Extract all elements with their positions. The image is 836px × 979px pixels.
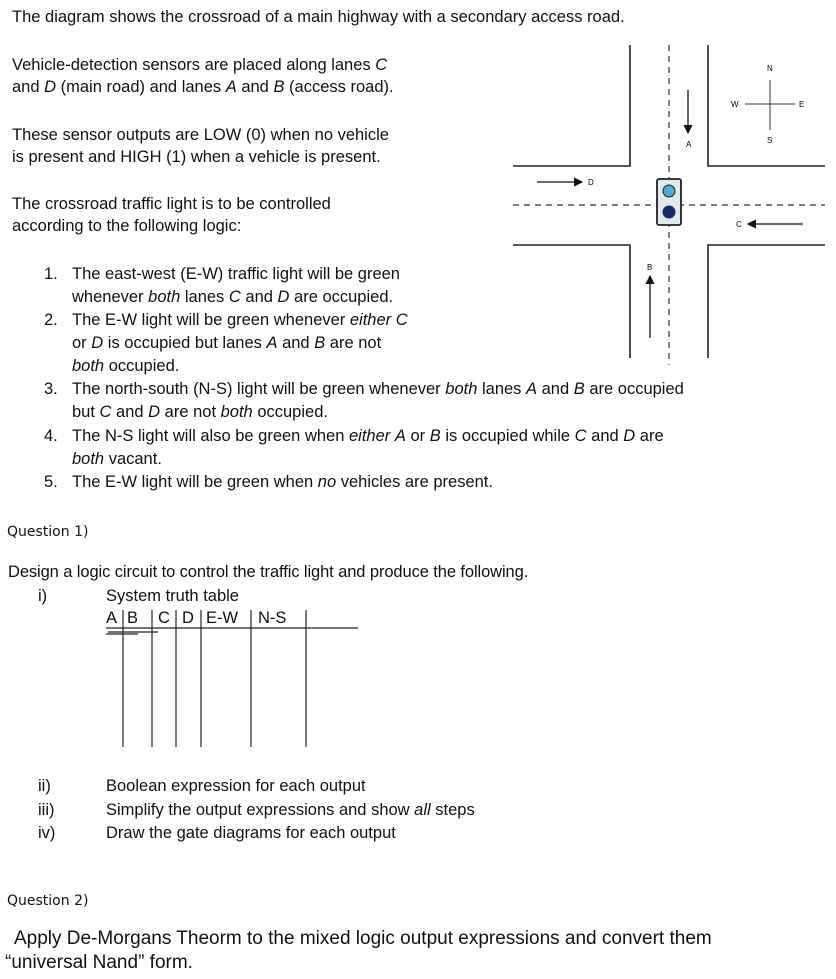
intro-sensors-line-1: Vehicle-detection sensors are placed along lanes C bbox=[12, 56, 388, 74]
q1-item-i-number: i) bbox=[38, 587, 48, 605]
traffic-light-top-lamp bbox=[663, 185, 675, 197]
traffic-light-bottom-lamp bbox=[663, 206, 676, 219]
q1-item-iii-text: Simplify the output expressions and show all steps bbox=[106, 801, 475, 819]
q1-item-iv-text: Draw the gate diagrams for each output bbox=[106, 824, 396, 842]
rule-1-line-2: whenever both lanes C and D are occupied. bbox=[72, 288, 394, 306]
intro-output-line-1: These sensor outputs are LOW (0) when no vehicle bbox=[12, 126, 389, 144]
truth-table-col-a: A bbox=[106, 609, 118, 627]
compass-s: S bbox=[767, 136, 773, 145]
rule-2-line-1: 2. The E-W light will be green whenever either C bbox=[44, 311, 408, 329]
rule-3-line-1: 3. The north-south (N-S) light will be green whenever both lanes A and B are occupied bbox=[44, 380, 684, 398]
rule-3-line-2: but C and D are not both occupied. bbox=[72, 403, 328, 421]
rule-2-line-3: both occupied. bbox=[72, 357, 180, 375]
rule-4-line-2: both vacant. bbox=[72, 450, 162, 468]
lane-d-label: D bbox=[588, 178, 594, 187]
truth-table-col-ew: E-W bbox=[206, 609, 239, 627]
intro-control-line-1: The crossroad traffic light is to be controlled bbox=[12, 195, 331, 213]
compass-n: N bbox=[767, 64, 773, 73]
q1-item-iv-number: iv) bbox=[38, 824, 56, 842]
intro-sensors-line-2: and D (main road) and lanes A and B (access road). bbox=[12, 78, 394, 96]
q1-item-ii-text: Boolean expression for each output bbox=[106, 777, 366, 795]
truth-table-col-ns: N-S bbox=[258, 609, 287, 627]
question-2-line-1: Apply De-Morgans Theorm to the mixed logic output expressions and convert them bbox=[14, 928, 712, 949]
compass-e: E bbox=[799, 100, 805, 109]
truth-table-grid bbox=[100, 604, 360, 749]
q1-item-ii-number: ii) bbox=[38, 777, 51, 795]
truth-table-col-c: C bbox=[158, 609, 170, 627]
lane-b-label: B bbox=[647, 263, 653, 272]
compass-w: W bbox=[731, 100, 739, 109]
question-1-task: Design a logic circuit to control the traffic light and produce the following. bbox=[8, 563, 529, 581]
q1-item-i-text: System truth table bbox=[106, 587, 239, 605]
truth-table-col-b: B bbox=[127, 609, 139, 627]
rule-1-line-1: 1. The east-west (E-W) traffic light will be green bbox=[44, 265, 400, 283]
rule-5-line-1: 5. The E-W light will be green when no vehicles are present. bbox=[44, 473, 493, 491]
lane-c-label: C bbox=[736, 220, 742, 229]
question-1-heading: Question 1) bbox=[7, 524, 89, 540]
truth-table-col-d: D bbox=[182, 609, 194, 627]
compass-rose bbox=[731, 64, 804, 145]
intro-line-1: The diagram shows the crossroad of a main highway with a secondary access road. bbox=[12, 8, 625, 26]
question-2-line-2: “universal Nand” form. bbox=[5, 952, 193, 973]
rule-4-line-1: 4. The N-S light will also be green when either A or B is occupied while C and D are bbox=[44, 427, 664, 445]
lane-a-label: A bbox=[686, 140, 692, 149]
truth-table bbox=[100, 604, 360, 749]
question-2-heading: Question 2) bbox=[7, 893, 89, 909]
crossroad-diagram bbox=[500, 40, 830, 370]
intro-output-line-2: is present and HIGH (1) when a vehicle is present. bbox=[12, 148, 381, 166]
intro-control-line-2: according to the following logic: bbox=[12, 217, 242, 235]
rule-2-line-2: or D is occupied but lanes A and B are not bbox=[72, 334, 382, 352]
q1-item-iii-number: iii) bbox=[38, 801, 55, 819]
